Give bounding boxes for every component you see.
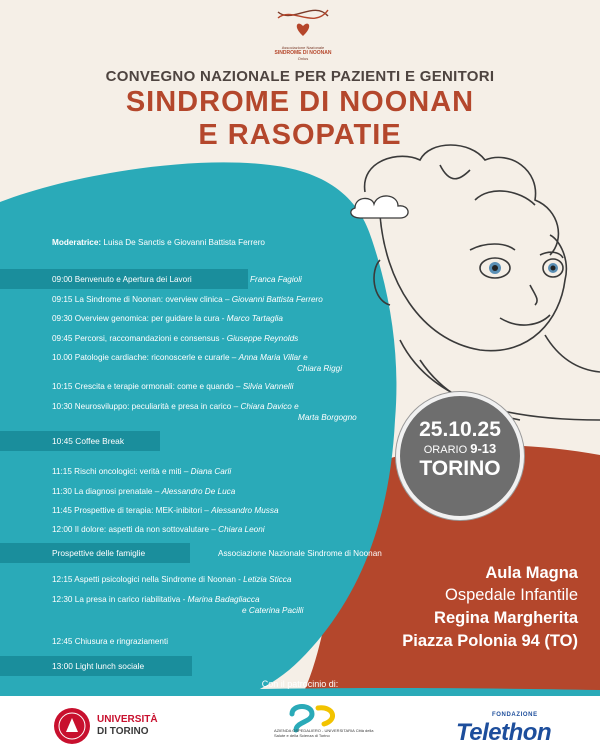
lunch-item: 13:00 Light lunch sociale — [52, 661, 145, 671]
telethon-foundation-label: FONDAZIONE — [492, 712, 538, 718]
families-heading: Prospettive delle famiglie — [52, 548, 146, 558]
telethon-logo: Telethon — [456, 719, 552, 746]
event-subtitle: CONVEGNO NAZIONALE PER PAZIENTI E GENITORI — [105, 68, 495, 85]
child-illustration — [365, 145, 600, 420]
program-item: 11:30 La diagnosi prenatale – Alessandro De Luca — [52, 487, 236, 496]
event-title-line-2: E RASOPATIE — [198, 119, 402, 151]
logo-line-1: Associazione Nazionale — [281, 45, 325, 50]
program-item: 09:15 La Sindrome di Noonan: overview clinica – Giovanni Battista Ferrero — [52, 295, 323, 304]
program-item: 09:00 Benvenuto e Apertura dei Lavori — [52, 275, 192, 284]
venue-line-4: Piazza Polonia 94 (TO) — [402, 632, 578, 650]
program-item: 10:30 Neurosviluppo: peculiarità e presa in carico – Chiara Davico e — [52, 402, 299, 411]
program-speaker-2: Chiara Riggi — [297, 364, 343, 373]
venue-line-3: Regina Margherita — [434, 609, 578, 627]
program-item: 11:15 Rischi oncologici: verità e miti – Diana Carli — [52, 467, 232, 476]
program-speaker: Franca Fagioli — [250, 275, 302, 284]
program-speaker-2: Marta Borgogno — [298, 413, 357, 422]
venue-line-1: Aula Magna — [485, 564, 578, 582]
association-logo — [270, 6, 336, 60]
program-item: 12:45 Chiusura e ringraziamenti — [52, 637, 169, 646]
venue-line-2: Ospedale Infantile — [444, 586, 578, 604]
date-badge — [396, 392, 524, 520]
cloud-shape — [351, 196, 408, 218]
logo-line-3: Onlus — [297, 56, 309, 61]
event-city: TORINO — [419, 457, 501, 480]
program-speaker-2: e Caterina Pacilli — [242, 606, 304, 615]
university-seal-icon — [52, 706, 92, 746]
hospital-logo-icon — [262, 700, 372, 746]
program-item: 09:45 Percorsi, raccomandazioni e consensus - Giuseppe Reynolds — [52, 334, 299, 343]
coffee-break: 10:45 Coffee Break — [52, 436, 125, 446]
logo-line-2: SINDROME DI NOONAN — [274, 50, 332, 56]
dna-heart-icon — [270, 6, 336, 40]
program-item: 10:15 Crescita e terapie ormonali: come e quando – Silvia Vannelli — [52, 382, 294, 391]
patronage-label: Con il patrocinio di: — [261, 679, 339, 689]
university-name: UNIVERSITÀ DI TORINO — [97, 714, 158, 737]
event-title-line-1: SINDROME DI NOONAN — [125, 86, 475, 118]
moderator-label: Moderatrice: — [52, 238, 102, 247]
event-hours: ORARIO 9-13 — [423, 441, 497, 456]
families-association: Associazione Nazionale Sindrome di Noonan — [218, 549, 382, 558]
event-date: 25.10.25 — [419, 418, 501, 441]
program-item: 11:45 Prospettive di terapia: MEK-inibitori – Alessandro Mussa — [52, 506, 279, 515]
program-item: 12:00 Il dolore: aspetti da non sottovalutare – Chiara Leoni — [52, 525, 265, 534]
program-item: 10.00 Patologie cardiache: riconoscerle e curarle – Anna Maria Villar e — [52, 353, 308, 362]
moderator-line — [52, 237, 265, 248]
program-item: 09:30 Overview genomica: per guidare la cura - Marco Tartaglia — [52, 314, 283, 323]
moderator-names: Luisa De Sanctis e Giovanni Battista Ferrero — [103, 238, 265, 247]
program-item: 12:15 Aspetti psicologici nella Sindrome di Noonan - Letizia Sticca — [52, 575, 292, 584]
program-item: 12:30 La presa in carico riabilitativa - Marina Badagliacca — [52, 595, 260, 604]
hospital-name: AZIENDA OSPEDALIERO - UNIVERSITARIA Città della Salute e della Scienza di Torino — [274, 728, 374, 738]
